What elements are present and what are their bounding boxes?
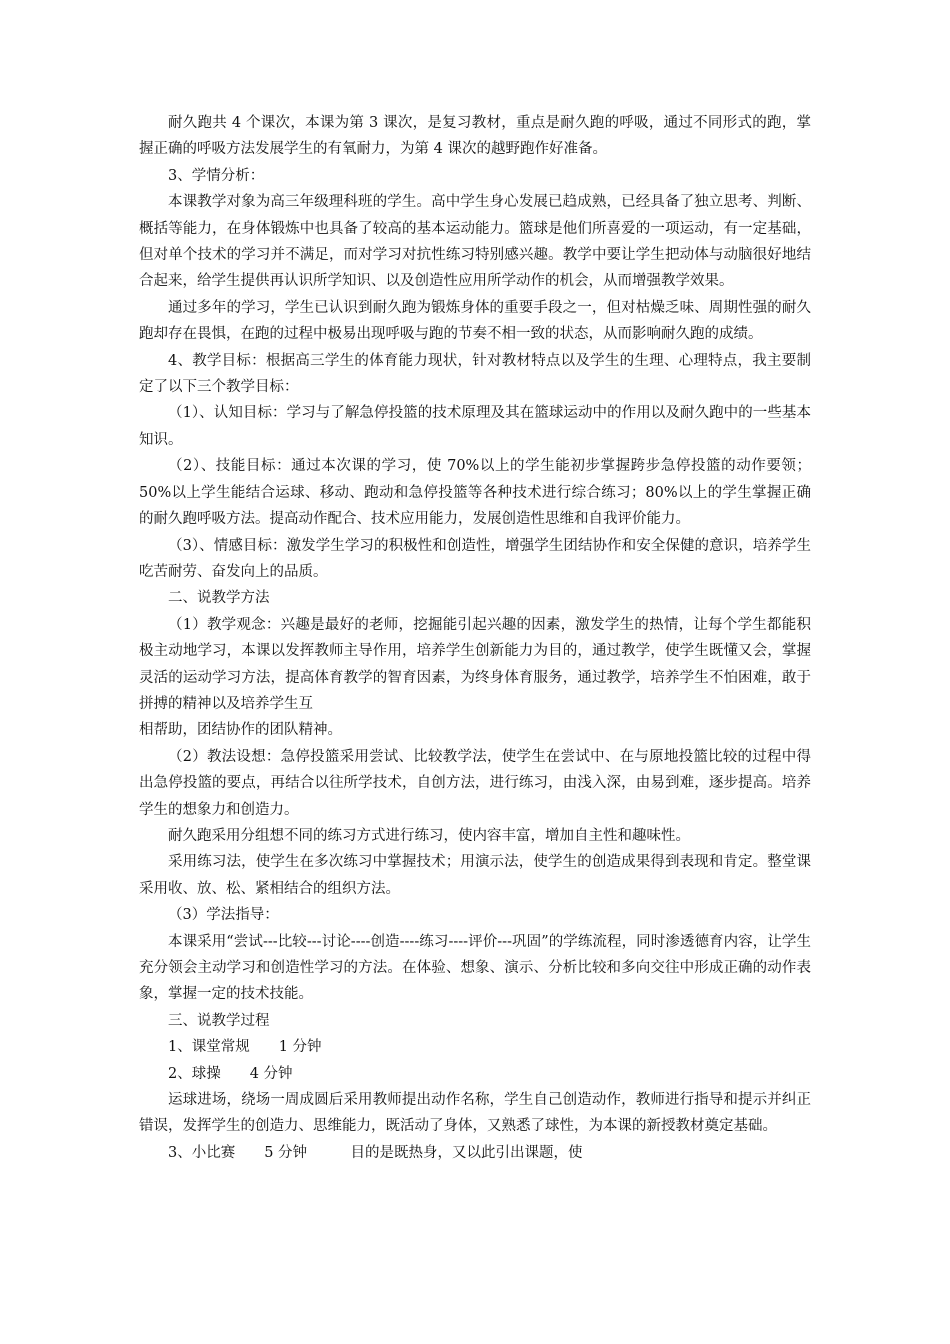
paragraph-teaching-concept: （1）教学观念：兴趣是最好的老师，挖掘能引起兴趣的因素，激发学生的热情，让每个学生都能积极主动地学习，本课以发挥教师主导作用，培养学生创新能力为目的，通过教学，使学生既懂又会，掌握灵活的运动学习方法，提高体育教学的智育因素，为终身体育服务，通过教学，培养学生不怕困难，敢于拼搏的精神以及培养学生互 bbox=[139, 616, 811, 712]
paragraph-teaching-concept-continued: 相帮助，团结协作的团队精神。 bbox=[139, 722, 342, 739]
paragraph-skill-goal: （2）、技能目标：通过本次课的学习，使 70%以上的学生能初步掌握跨步急停投篮的动作要领；50%以上学生能结合运球、移动、跑动和急停投篮等各种技术进行综合练习；80%以上的学生掌握正确的耐久跑呼吸方法。提高动作配合、技术应用能力，发展创造性思维和自我评价能力。 bbox=[139, 458, 811, 528]
paragraph-method-design: （2）教法设想：急停投篮采用尝试、比较教学法，使学生在尝试中、在与原地投篮比较的过程中得出急停投篮的要点，再结合以往所学技术，自创方法，进行练习，由浅入深，由易到难，逐步提高。培养学生的想象力和创造力。 bbox=[139, 748, 811, 818]
paragraph-emotional-goal: （3）、情感目标：激发学生学习的积极性和创造性，增强学生团结协作和安全保健的意识，培养学生吃苦耐劳、奋发向上的品质。 bbox=[139, 537, 811, 580]
paragraph-cognitive-goal: （1）、认知目标：学习与了解急停投篮的技术原理及其在篮球运动中的作用以及耐久跑中的一些基本知识。 bbox=[139, 405, 811, 448]
paragraph-endurance-run-overview: 耐久跑共 4 个课次，本课为第 3 课次，是复习教材，重点是耐久跑的呼吸，通过不同形式的跑，掌握正确的呼吸方法发展学生的有氧耐力，为第 4 课次的越野跑作好准备。 bbox=[139, 115, 811, 158]
item-class-routine: 1、课堂常规 1 分钟 bbox=[168, 1039, 322, 1056]
paragraph-student-analysis-1: 本课教学对象为高三年级理科班的学生。高中学生身心发展已趋成熟，已经具备了独立思考、判断、概括等能力，在身体锻炼中也具备了较高的基本运动能力。篮球是他们所喜爱的一项运动，有一定基础，但对单个技术的学习并不满足，而对学习对抗性练习特别感兴趣。教学中要让学生把动体与动脑很好地结合起来，给学生提供再认识所学知识、以及创造性应用所学动作的机会，从而增强教学效果。 bbox=[139, 194, 811, 290]
paragraph-teaching-goals: 4、教学目标：根据高三学生的体育能力现状，针对教材特点以及学生的生理、心理特点，我主要制定了以下三个教学目标： bbox=[139, 352, 811, 396]
paragraph-practice-method: 采用练习法，使学生在多次练习中掌握技术；用演示法，使学生的创造成果得到表现和肯定。整堂课采用收、放、松、紧相结合的组织方法。 bbox=[139, 854, 811, 897]
heading-teaching-methods: 二、说教学方法 bbox=[168, 590, 270, 607]
item-ball-exercise: 2、球操 4 分钟 bbox=[168, 1065, 293, 1082]
heading-learning-guidance: （3）学法指导： bbox=[168, 907, 279, 924]
paragraph-endurance-run-method: 耐久跑采用分组想不同的练习方式进行练习，使内容丰富，增加自主性和趣味性。 bbox=[168, 827, 690, 844]
heading-teaching-process: 三、说教学过程 bbox=[168, 1012, 270, 1029]
item-mini-game: 3、小比赛 5 分钟 目的是既热身，又以此引出课题，使 bbox=[168, 1144, 583, 1161]
paragraph-student-analysis-2: 通过多年的学习，学生已认识到耐久跑为锻炼身体的重要手段之一，但对枯燥乏味、周期性强的耐久跑却存在畏惧，在跑的过程中极易出现呼吸与跑的节奏不相一致的状态，从而影响耐久跑的成绩。 bbox=[139, 299, 811, 343]
heading-student-analysis: 3、学情分析： bbox=[168, 167, 265, 184]
paragraph-dribble-entry: 运球进场，绕场一周成圆后采用教师提出动作名称，学生自己创造动作，教师进行指导和提示并纠正错误，发挥学生的创造力、思维能力，既活动了身体，又熟悉了球性，为本课的新授教材奠定基础。 bbox=[139, 1092, 811, 1135]
paragraph-learning-process: 本课采用“尝试---比较---讨论----创造----练习----评价---巩固”的学练流程，同时渗透德育内容，让学生充分领会主动学习和创造性学习的方法。在体验、想象、演示、分析比较和多向交往中形成正确的动作表象，掌握一定的技术技能。 bbox=[139, 933, 811, 1003]
document-page bbox=[139, 110, 811, 1166]
